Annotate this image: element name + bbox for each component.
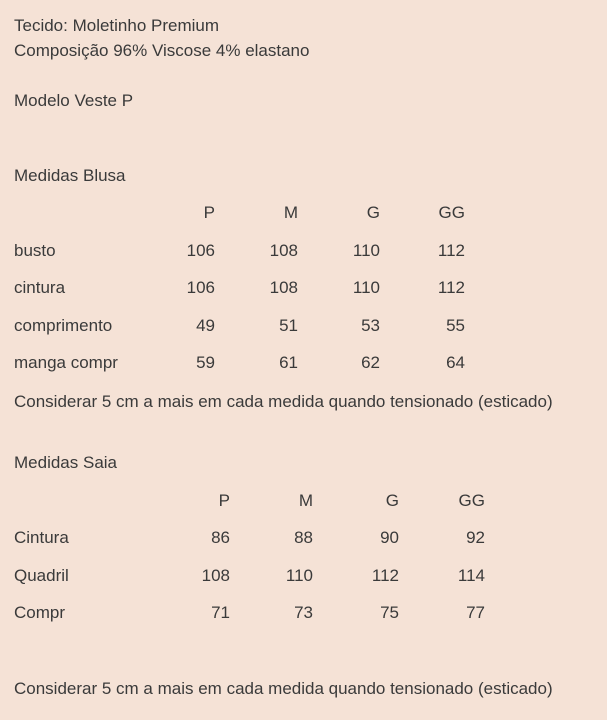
cell-value: 73	[294, 603, 313, 622]
blusa-header-p: P	[203, 203, 215, 222]
blusa-title: Medidas Blusa	[14, 166, 126, 185]
table-row	[14, 603, 594, 623]
blusa-header-gg: GG	[438, 203, 465, 222]
cell-value: 108	[201, 566, 230, 585]
cell-value: 108	[269, 278, 298, 297]
table-row	[14, 316, 594, 336]
cell-value: 61	[279, 353, 298, 372]
row-label: manga compr	[14, 353, 118, 372]
row-label: Compr	[14, 603, 66, 622]
cell-value: 62	[361, 353, 380, 372]
cell-value: 55	[446, 316, 465, 335]
row-label: comprimento	[14, 316, 113, 335]
cell-value: 77	[466, 603, 485, 622]
cell-value: 112	[437, 278, 465, 297]
table-row	[14, 241, 594, 261]
saia-header-g: G	[385, 491, 399, 510]
row-label: busto	[14, 241, 56, 260]
blusa-header-g: G	[366, 203, 380, 222]
saia-header-row	[14, 491, 594, 511]
composition-line: Composição 96% Viscose 4% elastano	[14, 41, 310, 60]
row-label: cintura	[14, 278, 66, 297]
saia-title: Medidas Saia	[14, 453, 118, 472]
cell-value: 59	[196, 353, 215, 372]
cell-value: 112	[437, 241, 465, 260]
saia-header-m: M	[298, 491, 313, 510]
saia-header-p: P	[218, 491, 230, 510]
saia-header-gg: GG	[458, 491, 485, 510]
fabric-line: Tecido: Moletinho Premium	[14, 16, 220, 35]
model-size-line: Modelo Veste P	[14, 91, 134, 110]
cell-value: 112	[371, 566, 399, 585]
cell-value: 53	[361, 316, 380, 335]
cell-value: 106	[186, 241, 215, 260]
row-label: Cintura	[14, 528, 69, 547]
cell-value: 106	[186, 278, 215, 297]
cell-value: 90	[380, 528, 399, 547]
blusa-note: Considerar 5 cm a mais em cada medida quando tensionado (esticado)	[14, 392, 553, 411]
cell-value: 110	[352, 241, 380, 260]
cell-value: 92	[466, 528, 485, 547]
blusa-header-m: M	[283, 203, 298, 222]
cell-value: 71	[211, 603, 230, 622]
cell-value: 51	[279, 316, 298, 335]
cell-value: 110	[285, 566, 313, 585]
cell-value: 86	[211, 528, 230, 547]
cell-value: 75	[380, 603, 399, 622]
table-row	[14, 528, 594, 548]
cell-value: 88	[294, 528, 313, 547]
saia-note: Considerar 5 cm a mais em cada medida quando tensionado (esticado)	[14, 679, 553, 698]
cell-value: 110	[352, 278, 380, 297]
table-row	[14, 566, 594, 586]
table-row	[14, 353, 594, 373]
row-label: Quadril	[14, 566, 69, 585]
cell-value: 108	[269, 241, 298, 260]
table-row	[14, 278, 594, 298]
cell-value: 114	[457, 566, 485, 585]
cell-value: 64	[446, 353, 465, 372]
blusa-header-row	[14, 203, 594, 223]
cell-value: 49	[196, 316, 215, 335]
